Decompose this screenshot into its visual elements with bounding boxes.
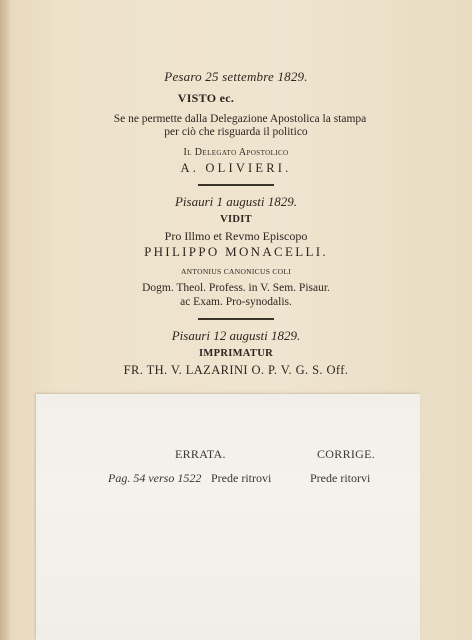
errata-slip: [36, 394, 420, 640]
imprimatur-signatory: FR. TH. V. LAZARINI O. P. V. G. S. Off.: [123, 363, 349, 377]
errata-entry-page: Pag. 54 verso 1522: [108, 471, 202, 485]
censor-title-line2: ac Exam. Pro-synodalis.: [180, 296, 292, 308]
visto-date: Pesaro 25 settembre 1829.: [164, 69, 308, 84]
imprimatur-heading: IMPRIMATUR: [199, 348, 273, 359]
visto-permission-line1: Se ne permette dalla Delegazione Apostolica la stampa: [113, 113, 367, 125]
vidit-date: Pisauri 1 augusti 1829.: [174, 194, 298, 209]
censor-name: ANTONIUS CANONICUS COLI: [180, 267, 292, 276]
vidit-bishop-line: Pro Illmo et Revmo Episcopo: [164, 229, 308, 243]
errata-entry-error: Prede ritrovi: [211, 471, 272, 485]
visto-permission-line2: per ciò che risguarda il politico: [164, 126, 308, 138]
errata-heading: ERRATA.: [175, 447, 226, 461]
vidit-bishop-name: PHILIPPO MONACELLI.: [144, 244, 328, 259]
corrige-heading: CORRIGE.: [317, 447, 376, 461]
censor-title-line1: Dogm. Theol. Profess. in V. Sem. Pisaur.: [142, 282, 330, 294]
delegate-title: Il Delegato Apostolico: [183, 147, 289, 158]
visto-heading: VISTO ec.: [177, 91, 235, 105]
vidit-heading: VIDIT: [220, 214, 252, 225]
imprimatur-date: Pisauri 12 augusti 1829.: [171, 328, 301, 343]
delegate-name: A. OLIVIERI.: [180, 161, 292, 175]
errata-entry-correction: Prede ritorvi: [310, 471, 371, 485]
section-divider: [198, 184, 274, 186]
section-divider: [198, 318, 274, 320]
